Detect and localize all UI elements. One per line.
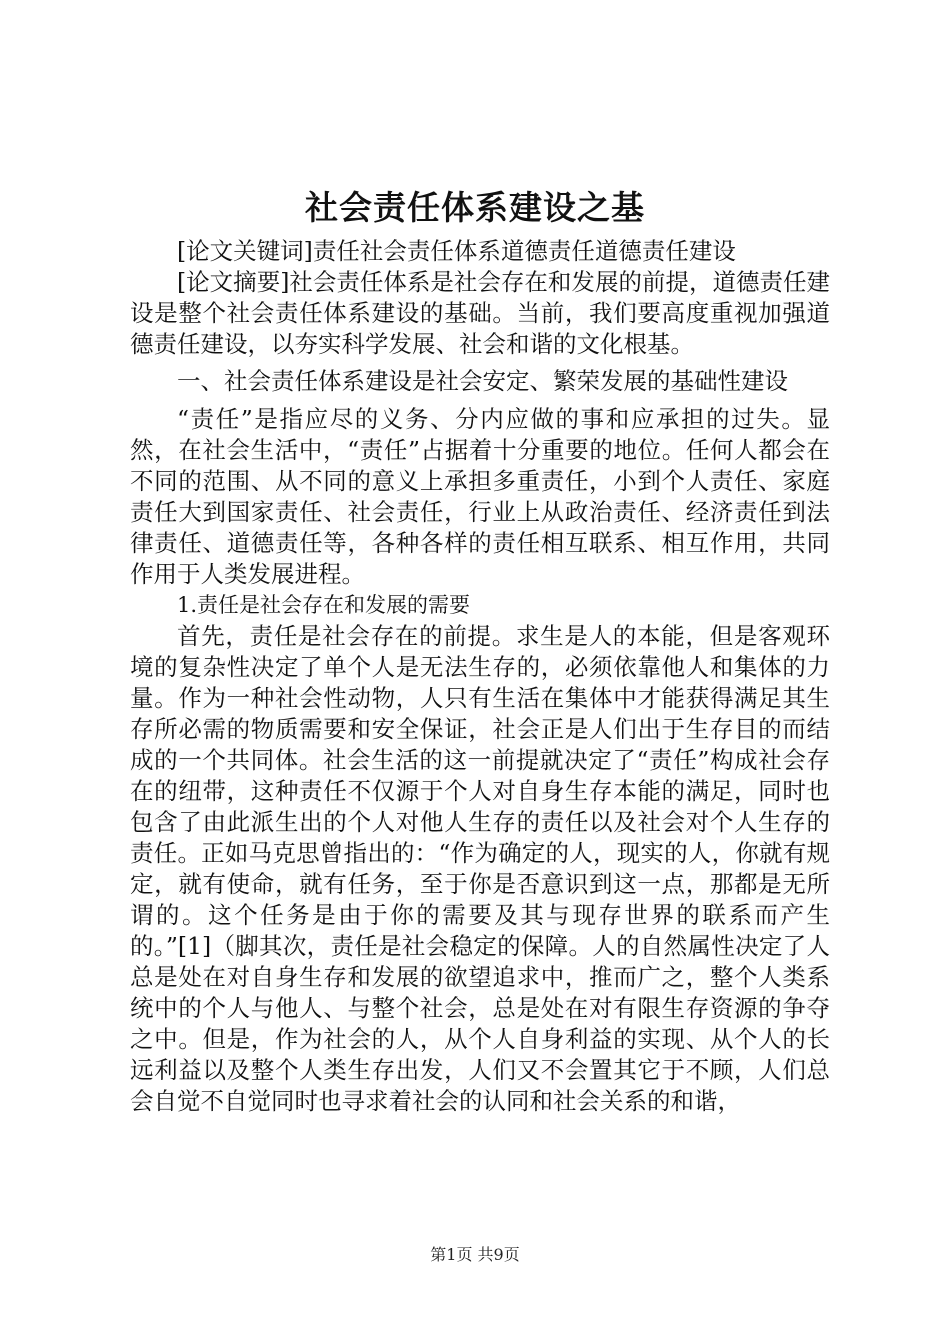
keywords-paragraph: [论文关键词]责任社会责任体系道德责任道德责任建设 (177, 237, 736, 265)
body-paragraph: “责任”是指应尽的义务、分内应做的事和应承担的过失。显然，在社会生活中，“责任”占据着十分重要的地位。任何人都会在不同的范围、从不同的意义上承担多重责任，小到个人责任、家庭责任大到国家责任、社会责任，行业上从政治责任、经济责任到法律责任、道德责任等，各种各样的责任相互联系、相互作用，共同作用于人类发展进程。 (130, 405, 830, 588)
section-heading: 一、社会责任体系建设是社会安定、繁荣发展的基础性建设 (177, 367, 788, 395)
document-body (130, 236, 830, 1117)
subsection-heading: 1.责任是社会存在和发展的需要 (177, 593, 471, 617)
abstract-paragraph: [论文摘要]社会责任体系是社会存在和发展的前提，道德责任建设是整个社会责任体系建设的基础。当前，我们要高度重视加强道德责任建设，以夯实科学发展、社会和谐的文化根基。 (130, 268, 830, 358)
document-title: 社会责任体系建设之基 (305, 188, 645, 227)
body-paragraph: 首先，责任是社会存在的前提。求生是人的本能，但是客观环境的复杂性决定了单个人是无法生存的，必须依靠他人和集体的力量。作为一种社会性动物，人只有生活在集体中才能获得满足其生存所必需的物质需要和安全保证，社会正是人们出于生存目的而结成的一个共同体。社会生活的这一前提就决定了“责任”构成社会存在的纽带，这种责任不仅源于个人对自身生存本能的满足，同时也包含了由此派生出的个人对他人生存的责任以及社会对个人生存的责任。正如马克思曾指出的：“作为确定的人，现实的人，你就有规定，就有使命，就有任务，至于你是否意识到这一点，那都是无所谓的。这个任务是由于你的需要及其与现存世界的联系而产生的。”[1]（脚其次，责任是社会稳定的保障。人的自然属性决定了人总是处在对自身生存和发展的欲望追求中，推而广之，整个人类系统中的个人与他人、与整个社会，总是处在对有限生存资源的争夺之中。但是，作为社会的人，从个人自身利益的实现、从个人的长远利益以及整个人类生存出发，人们又不会置其它于不顾，人们总会自觉不自觉同时也寻求着社会的认同和社会关系的和谐， (130, 622, 830, 1115)
page-number-footer: 第1页 共9页 (430, 1245, 520, 1264)
